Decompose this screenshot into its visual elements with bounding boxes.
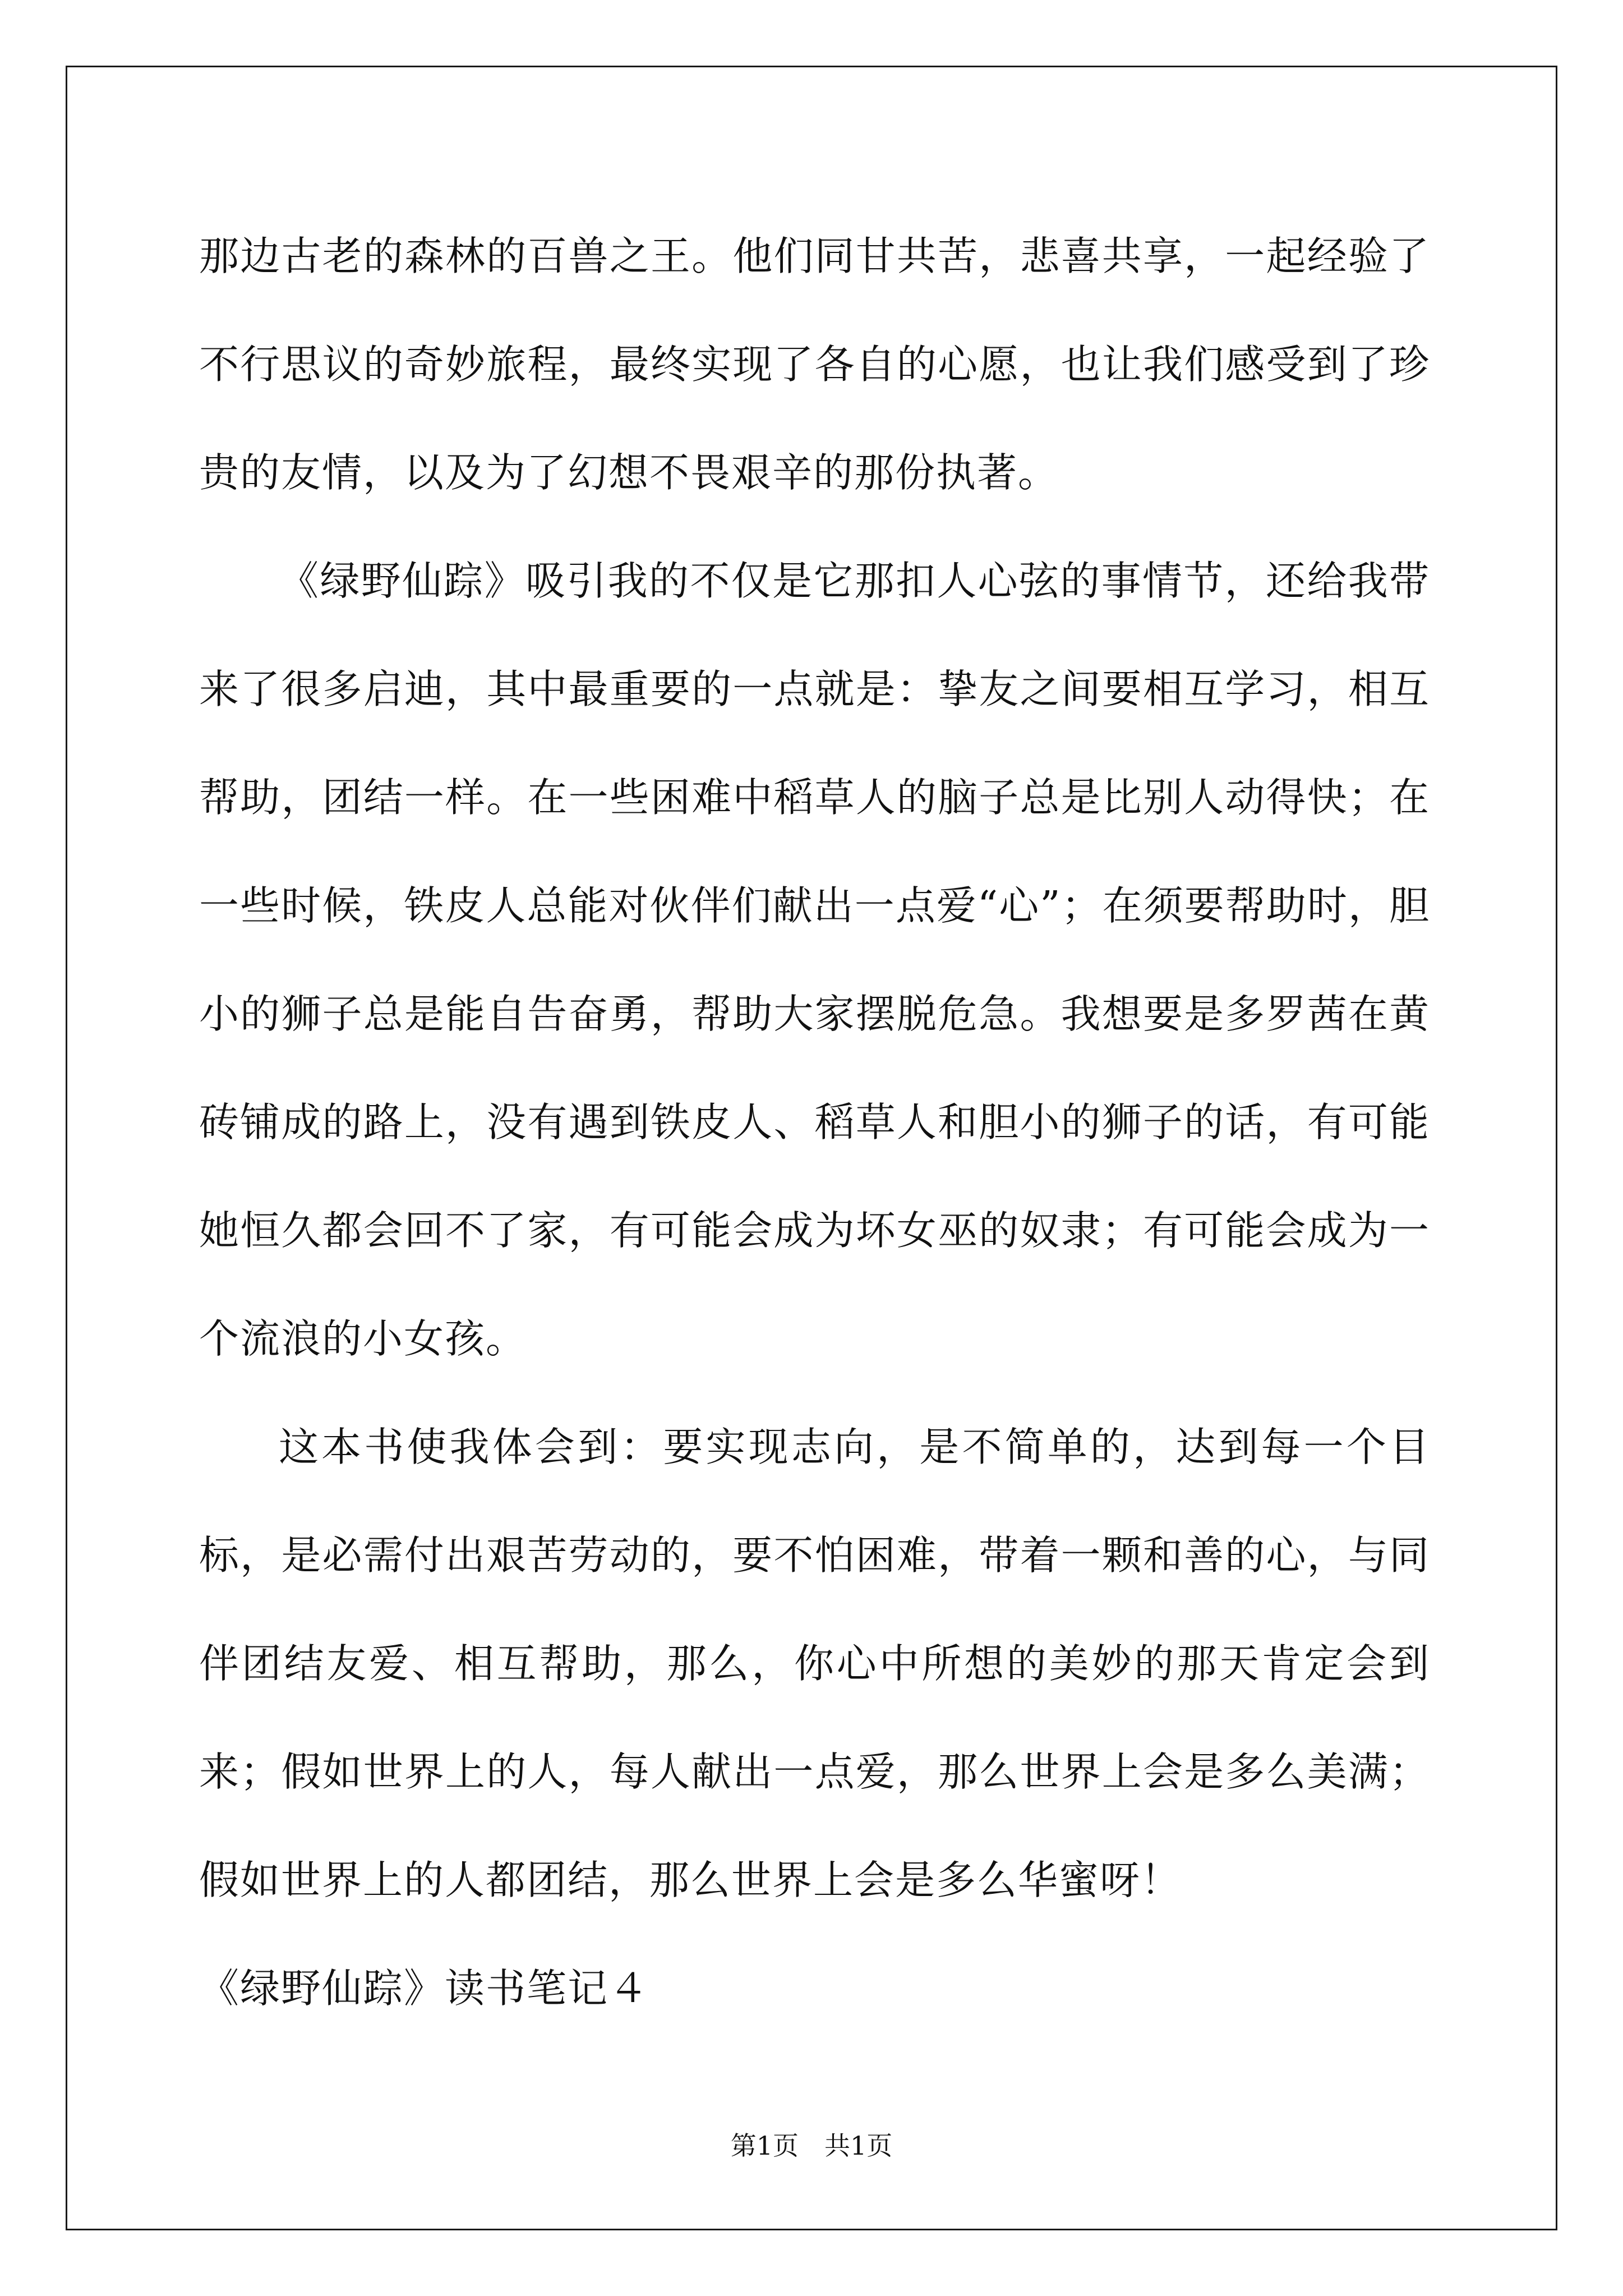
document-body bbox=[199, 202, 1430, 2042]
paragraph-2: 《绿野仙踪》吸引我的不仅是它那扣人心弦的事情节，还给我带来了很多启迪，其中最重要的一点就是：挚友之间要相互学习，相互帮助，团结一样。在一些困难中稻草人的脑子总是比别人动得快；在一些时候，铁皮人总能对伙伴们献出一点爱“心”；在须要帮助时，胆小的狮子总是能自告奋勇，帮助大家摆脱危急。我想要是多罗茜在黄砖铺成的路上，没有遇到铁皮人、稻草人和胆小的狮子的话，有可能她恒久都会回不了家，有可能会成为坏女巫的奴隶；有可能会成为一个流浪的小女孩。 bbox=[199, 558, 1430, 1362]
page-number-total: 共1页 bbox=[824, 2131, 893, 2161]
page-footer bbox=[0, 2129, 1623, 2162]
paragraph-3: 这本书使我体会到：要实现志向，是不简单的，达到每一个目标，是必需付出艰苦劳动的，要不怕困难，带着一颗和善的心，与同伴团结友爱、相互帮助，那么，你心中所想的美妙的那天肯定会到来；假如世界上的人，每人献出一点爱，那么世界上会是多么美满；假如世界上的人都团结，那么世界上会是多么华蜜呀！ bbox=[199, 1424, 1430, 1903]
page-number-current: 第1页 bbox=[730, 2131, 799, 2161]
paragraph-1: 那边古老的森林的百兽之王。他们同甘共苦，悲喜共享，一起经验了不行思议的奇妙旅程，最终实现了各自的心愿，也让我们感受到了珍贵的友情，以及为了幻想不畏艰辛的那份执著。 bbox=[199, 233, 1430, 496]
section-heading: 《绿野仙踪》读书笔记４ bbox=[199, 1965, 650, 2012]
